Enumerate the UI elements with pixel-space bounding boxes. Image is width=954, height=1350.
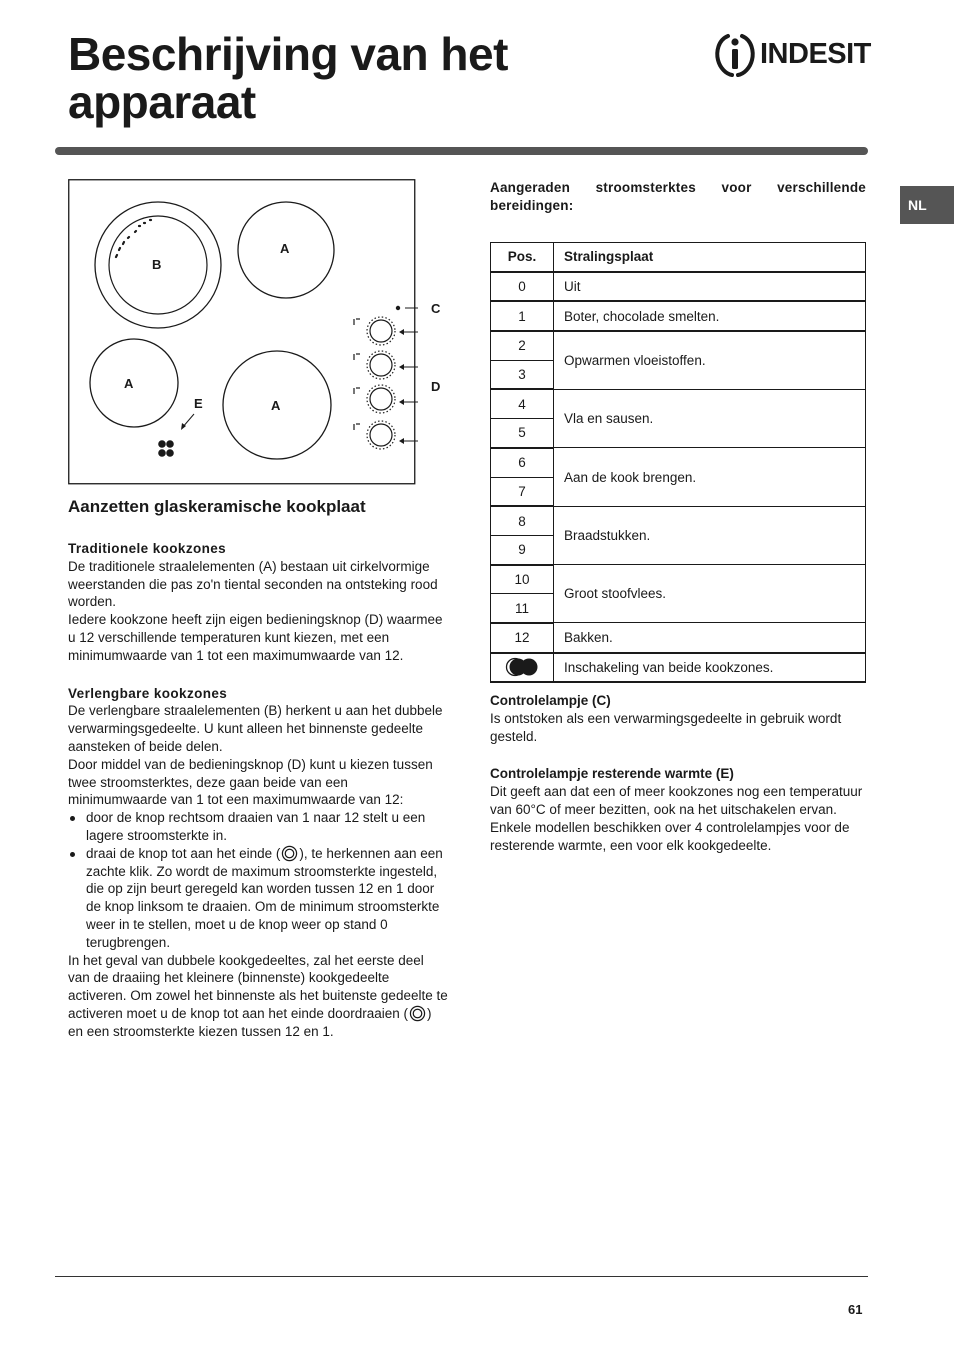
- header-plate: Stralingsplaat: [554, 243, 866, 272]
- diagram-outer-labels: [425, 296, 449, 396]
- page-title: Beschrijving van het apparaat: [68, 28, 508, 128]
- diagram-label-a-top: A: [280, 241, 290, 256]
- table-row: 10 Groot stoofvlees.: [491, 565, 866, 594]
- hob-outline: [69, 180, 415, 484]
- table-row: 1 Boter, chocolade smelten.: [491, 301, 866, 331]
- left-column: [68, 538, 448, 1041]
- table-row: 2 Opwarmen vloeistoffen.: [491, 331, 866, 360]
- table-row: 8 Braadstukken.: [491, 506, 866, 535]
- right-column: [490, 179, 866, 215]
- note-c-title: Controlelampje (C): [490, 693, 611, 708]
- bullet-item: draai de knop tot aan het einde ( ), te herkennen aan een zachte klik. Zo wordt de maximum stroomsterkte ingesteld, die op zijn beurt geregeld kan worden tussen 12 en 1 door de knop linksom te draaien. Om de minimum stroomsterkte weer in te stellen, moet u de knop weer op stand 0 terugbrengen.: [68, 845, 448, 952]
- brand-name: INDESIT: [760, 38, 871, 70]
- section-heading: Aanzetten glaskeramische kookplaat: [68, 497, 366, 516]
- extendable-bullets: [68, 809, 448, 951]
- table-heading: Aangeraden stroomsterktes voor verschillende bereidingen:: [490, 180, 866, 213]
- diagram-label-b: B: [152, 257, 162, 272]
- bullet-item: door de knop rechtsom draaien van 1 naar 12 stelt u een lagere stroomsterkte in.: [68, 809, 448, 845]
- double-zone-icon: [504, 657, 540, 677]
- double-ring-icon: [409, 1005, 426, 1022]
- table-row: 3: [491, 360, 866, 389]
- note-e-title: Controlelampje resterende warmte (E): [490, 766, 734, 782]
- indicator-notes: [490, 690, 868, 854]
- footer-divider: [55, 1276, 868, 1277]
- hob-diagram: [68, 179, 418, 487]
- table-header-row: [491, 243, 866, 272]
- brand-logo: [712, 30, 872, 80]
- language-tab: NL: [900, 186, 954, 224]
- indicator-light-c: [396, 306, 400, 310]
- indesit-logo-icon: [712, 30, 760, 80]
- header-divider: [55, 147, 868, 155]
- header-pos: Pos.: [491, 243, 554, 272]
- table-row: 0 Uit: [491, 272, 866, 302]
- traditional-p2: Iedere kookzone heeft zijn eigen bedieningsknop (D) waarmee u 12 verschillende temperaturen kunt kiezen, met een minimumwaarde van 1 tot een maximumwaarde van 12.: [68, 612, 443, 663]
- diagram-label-c: C: [431, 301, 441, 316]
- table-row: 5: [491, 419, 866, 448]
- table-row: 6 Aan de kook brengen.: [491, 448, 866, 477]
- diagram-label-e: E: [194, 396, 203, 411]
- extendable-p2: Door middel van de bedieningsknop (D) kunt u kiezen tussen twee stroomsterktes, deze gaan beide van een minimumwaarde van 1 tot een maximumwaarde van 12:: [68, 756, 433, 808]
- table-row: 7: [491, 477, 866, 506]
- table-row: 4 Vla en sausen.: [491, 389, 866, 418]
- power-settings-table: [490, 242, 866, 683]
- diagram-label-d: D: [431, 379, 441, 394]
- double-ring-icon: [281, 845, 298, 862]
- table-row: 11: [491, 594, 866, 623]
- diagram-label-a-right: A: [271, 398, 281, 413]
- note-e-text: Dit geeft aan dat een of meer kookzones nog een temperatuur van 60°C of meer bezitten, ook na het uitschakelen ervan. Enkele modellen beschikken over 4 controlelampjes voor de resterende warmte, een voor elk kookgedeelte.: [490, 784, 863, 853]
- extendable-title: Verlengbare kookzones: [68, 685, 228, 701]
- diagram-label-a-left: A: [124, 376, 134, 391]
- extendable-p3: In het geval van dubbele kookgedeeltes, zal het eerste deel van de draaiing het kleinere (binnenste) kookgedeelte activeren. Om zowel het binnenste als het buitenste gedeelte te activeren moet u de knop tot aan het einde doordraaien ( ) en een stroomsterkte kiezen tussen 12 en 1.: [68, 952, 448, 1039]
- traditional-p1: De traditionele straalelementen (A) bestaan uit cirkelvormige weerstanden die pas zo'n tiental seconden na ontsteking rood worden.: [68, 558, 438, 610]
- table-row: Inschakeling van beide kookzones.: [491, 653, 866, 683]
- table-row: 9: [491, 535, 866, 564]
- traditional-title: Traditionele kookzones: [68, 541, 227, 556]
- note-c-text: Is ontstoken als een verwarmingsgedeelte in gebruik wordt gesteld.: [490, 710, 842, 744]
- extendable-p1: De verlengbare straalelementen (B) herkent u aan het dubbele verwarmingsgedeelte. U kunt alleen het binnenste gedeelte aansteken of beide delen.: [68, 703, 443, 754]
- table-row: 12 Bakken.: [491, 623, 866, 653]
- page-number: 61: [848, 1302, 863, 1317]
